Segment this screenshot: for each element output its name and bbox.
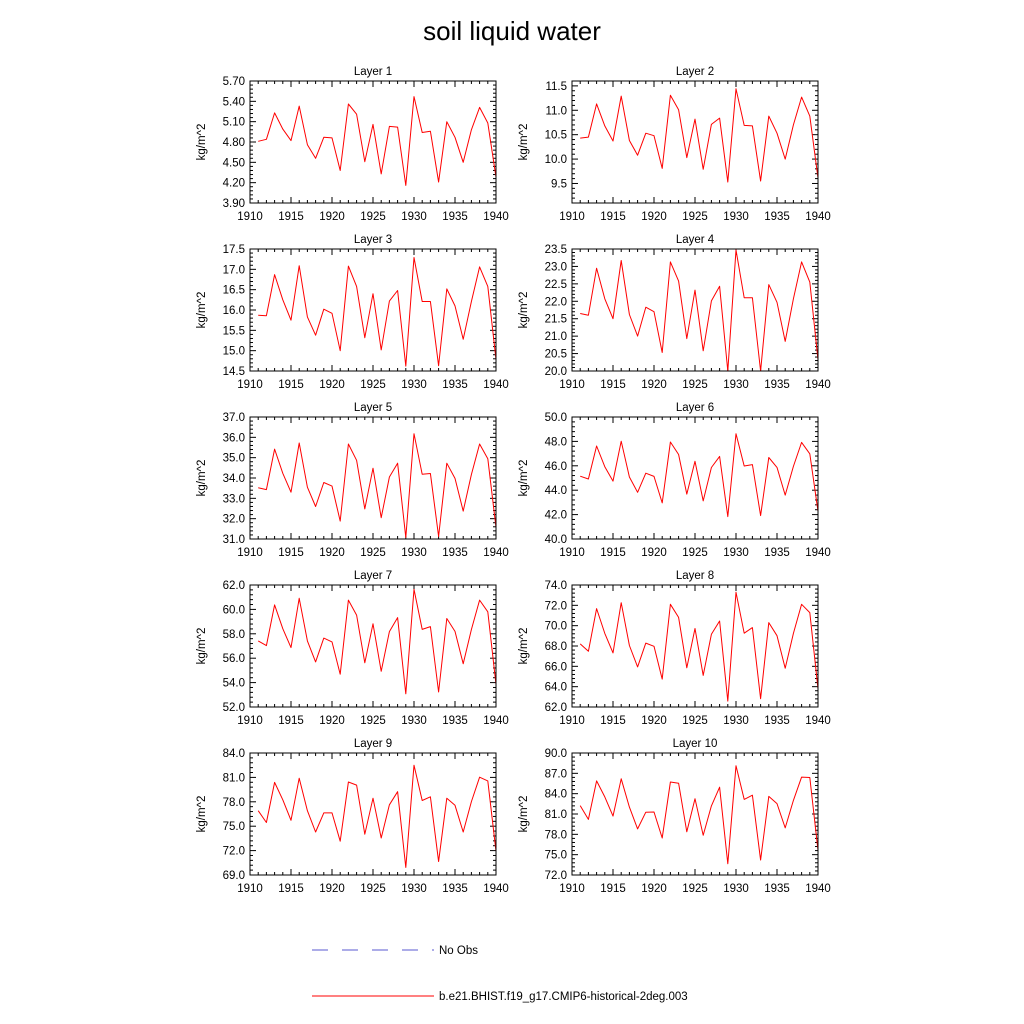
y-tick-label: 44.0: [544, 485, 567, 498]
panel-title: Layer 6: [675, 402, 715, 414]
y-tick-label: 20.0: [544, 366, 567, 378]
panel-title: Layer 7: [353, 570, 393, 582]
x-tick-label: 1925: [360, 715, 386, 727]
y-tick-label: 50.0: [544, 412, 567, 424]
y-tick-label: 74.0: [544, 580, 567, 592]
panel-title: Layer 2: [675, 66, 715, 78]
y-axis-label: kg/m^2: [196, 795, 208, 833]
panel-2: [518, 66, 831, 223]
x-tick-label: 1920: [641, 379, 667, 391]
x-tick-label: 1915: [600, 211, 626, 223]
y-axis-label: kg/m^2: [196, 459, 208, 497]
y-tick-label: 81.0: [544, 809, 567, 821]
x-tick-label: 1935: [764, 883, 790, 895]
y-axis-label: kg/m^2: [518, 459, 530, 497]
legend: [312, 945, 688, 1003]
x-tick-label: 1935: [442, 379, 468, 391]
x-tick-label: 1940: [805, 547, 831, 559]
x-tick-label: 1930: [401, 379, 427, 391]
x-tick-label: 1910: [237, 379, 263, 391]
panel-1: [196, 66, 509, 223]
x-tick-label: 1935: [442, 211, 468, 223]
y-axis-label: kg/m^2: [196, 291, 208, 329]
panel-title: Layer 10: [672, 738, 718, 750]
y-tick-label: 35.0: [222, 452, 245, 465]
y-tick-label: 72.0: [222, 845, 245, 858]
x-tick-label: 1930: [401, 715, 427, 727]
x-tick-label: 1920: [641, 211, 667, 223]
x-tick-label: 1910: [237, 883, 263, 895]
series-line: [580, 250, 818, 371]
x-tick-label: 1910: [559, 715, 585, 727]
y-tick-label: 62.0: [222, 580, 245, 592]
y-tick-label: 21.0: [544, 331, 567, 344]
x-tick-label: 1915: [600, 379, 626, 391]
y-tick-label: 64.0: [544, 681, 567, 694]
panel-10: [518, 738, 831, 895]
x-tick-label: 1935: [442, 547, 468, 559]
y-tick-label: 11.0: [545, 105, 567, 118]
panels-grid: [196, 66, 831, 895]
x-tick-label: 1935: [764, 211, 790, 223]
y-tick-label: 72.0: [544, 600, 567, 613]
y-tick-label: 46.0: [544, 460, 567, 473]
y-tick-label: 66.0: [544, 661, 567, 674]
series-line: [258, 258, 496, 367]
y-tick-label: 52.0: [222, 702, 245, 714]
series-line: [580, 89, 818, 182]
y-axis-label: kg/m^2: [518, 795, 530, 833]
y-tick-label: 5.40: [222, 96, 245, 109]
x-tick-label: 1920: [319, 379, 345, 391]
y-tick-label: 31.0: [222, 534, 245, 546]
y-tick-label: 3.90: [222, 198, 245, 210]
x-tick-label: 1930: [401, 883, 427, 895]
x-tick-label: 1940: [805, 715, 831, 727]
x-tick-label: 1925: [360, 379, 386, 391]
x-tick-label: 1915: [278, 547, 304, 559]
x-tick-label: 1925: [360, 547, 386, 559]
y-tick-label: 84.0: [544, 788, 567, 801]
y-tick-label: 78.0: [222, 796, 245, 809]
y-tick-label: 22.5: [544, 278, 567, 291]
x-tick-label: 1925: [682, 379, 708, 391]
panel-title: Layer 9: [353, 738, 393, 750]
x-tick-label: 1940: [805, 211, 831, 223]
y-tick-label: 10.0: [544, 154, 567, 167]
y-tick-label: 33.0: [222, 493, 245, 506]
x-tick-label: 1925: [682, 715, 708, 727]
panel-title: Layer 3: [353, 234, 393, 246]
series-line: [258, 589, 496, 693]
plot-frame: [572, 585, 818, 707]
y-tick-label: 69.0: [222, 870, 245, 882]
legend-label-no-obs: No Obs: [439, 945, 478, 957]
y-tick-label: 4.80: [222, 137, 245, 149]
panel-9: [196, 738, 509, 895]
y-tick-label: 58.0: [222, 628, 245, 641]
y-tick-label: 10.5: [544, 129, 567, 142]
x-tick-label: 1930: [723, 883, 749, 895]
x-tick-label: 1920: [319, 547, 345, 559]
x-tick-label: 1910: [237, 547, 263, 559]
x-tick-label: 1915: [278, 211, 304, 223]
y-tick-label: 48.0: [544, 436, 567, 449]
y-tick-label: 62.0: [544, 702, 567, 714]
x-tick-label: 1940: [805, 883, 831, 895]
x-tick-label: 1915: [278, 715, 304, 727]
y-tick-label: 23.5: [544, 244, 567, 256]
x-tick-label: 1930: [401, 547, 427, 559]
panel-title: Layer 8: [675, 570, 715, 582]
y-tick-label: 56.0: [222, 653, 245, 666]
x-tick-label: 1935: [764, 715, 790, 727]
legend-label-model: b.e21.BHIST.f19_g17.CMIP6-historical-2deg.003: [439, 991, 688, 1003]
y-tick-label: 21.5: [544, 313, 567, 326]
y-axis-label: kg/m^2: [518, 123, 530, 161]
x-tick-label: 1910: [237, 211, 263, 223]
x-tick-label: 1935: [764, 547, 790, 559]
x-tick-label: 1940: [483, 883, 509, 895]
y-tick-label: 72.0: [544, 870, 567, 882]
panel-6: [518, 402, 831, 559]
y-tick-label: 5.10: [222, 116, 245, 129]
y-tick-label: 32.0: [222, 513, 245, 526]
x-tick-label: 1915: [600, 715, 626, 727]
y-tick-label: 34.0: [222, 473, 245, 485]
plot-frame: [250, 81, 496, 203]
x-tick-label: 1920: [319, 883, 345, 895]
plot-frame: [572, 417, 818, 539]
series-line: [580, 766, 818, 864]
y-tick-label: 70.0: [544, 620, 567, 633]
series-line: [258, 97, 496, 186]
x-tick-label: 1910: [559, 379, 585, 391]
y-tick-label: 81.0: [222, 772, 245, 785]
y-tick-label: 11.5: [545, 80, 567, 93]
series-line: [580, 434, 818, 517]
x-tick-label: 1915: [600, 883, 626, 895]
x-tick-label: 1940: [483, 547, 509, 559]
y-tick-label: 5.70: [222, 76, 245, 88]
y-tick-label: 37.0: [222, 412, 245, 424]
x-tick-label: 1935: [442, 883, 468, 895]
panel-5: [196, 402, 509, 559]
x-tick-label: 1940: [483, 211, 509, 223]
y-tick-label: 36.0: [222, 432, 245, 445]
x-tick-label: 1910: [559, 883, 585, 895]
x-tick-label: 1925: [682, 883, 708, 895]
panel-7: [196, 570, 509, 727]
x-tick-label: 1915: [600, 547, 626, 559]
plot-frame: [572, 81, 818, 203]
x-tick-label: 1935: [764, 379, 790, 391]
x-tick-label: 1915: [278, 379, 304, 391]
y-tick-label: 15.5: [222, 325, 245, 338]
y-tick-label: 90.0: [544, 748, 567, 760]
x-tick-label: 1925: [360, 211, 386, 223]
y-tick-label: 84.0: [222, 748, 245, 760]
series-line: [258, 765, 496, 867]
x-tick-label: 1920: [319, 211, 345, 223]
x-tick-label: 1910: [559, 547, 585, 559]
y-tick-label: 54.0: [222, 677, 245, 690]
x-tick-label: 1920: [319, 715, 345, 727]
panel-title: Layer 4: [675, 234, 715, 246]
x-tick-label: 1930: [401, 211, 427, 223]
x-tick-label: 1925: [682, 547, 708, 559]
chart-title: soil liquid water: [423, 16, 601, 46]
y-tick-label: 23.0: [544, 261, 567, 274]
x-tick-label: 1930: [723, 211, 749, 223]
panel-3: [196, 234, 509, 391]
x-tick-label: 1920: [641, 883, 667, 895]
x-tick-label: 1940: [483, 715, 509, 727]
x-tick-label: 1910: [237, 715, 263, 727]
x-tick-label: 1930: [723, 379, 749, 391]
series-line: [580, 592, 818, 701]
panel-title: Layer 1: [353, 66, 393, 78]
x-tick-label: 1920: [641, 547, 667, 559]
panel-8: [518, 570, 831, 727]
y-tick-label: 78.0: [544, 829, 567, 842]
x-tick-label: 1930: [723, 547, 749, 559]
x-tick-label: 1925: [682, 211, 708, 223]
y-tick-label: 14.5: [222, 366, 245, 378]
y-tick-label: 42.0: [544, 509, 567, 522]
plot-frame: [250, 417, 496, 539]
y-axis-label: kg/m^2: [518, 291, 530, 329]
y-tick-label: 75.0: [222, 821, 245, 834]
y-tick-label: 68.0: [544, 641, 567, 653]
y-tick-label: 17.5: [222, 244, 245, 256]
x-tick-label: 1940: [805, 379, 831, 391]
panel-title: Layer 5: [353, 402, 393, 414]
y-tick-label: 15.0: [222, 345, 245, 358]
x-tick-label: 1940: [483, 379, 509, 391]
y-tick-label: 22.0: [544, 296, 567, 309]
y-axis-label: kg/m^2: [196, 627, 208, 665]
y-tick-label: 20.5: [544, 348, 567, 361]
y-tick-label: 87.0: [544, 768, 567, 781]
y-tick-label: 17.0: [222, 264, 245, 277]
x-tick-label: 1915: [278, 883, 304, 895]
y-tick-label: 16.0: [222, 305, 245, 317]
y-tick-label: 75.0: [544, 849, 567, 862]
x-tick-label: 1935: [442, 715, 468, 727]
x-tick-label: 1910: [559, 211, 585, 223]
y-axis-label: kg/m^2: [196, 123, 208, 161]
x-tick-label: 1925: [360, 883, 386, 895]
y-axis-label: kg/m^2: [518, 627, 530, 665]
y-tick-label: 4.50: [222, 157, 245, 170]
panel-4: [518, 234, 831, 391]
x-tick-label: 1930: [723, 715, 749, 727]
x-tick-label: 1920: [641, 715, 667, 727]
y-tick-label: 9.5: [551, 178, 567, 191]
y-tick-label: 16.5: [222, 284, 245, 297]
y-tick-label: 4.20: [222, 177, 245, 190]
series-line: [258, 434, 496, 538]
y-tick-label: 60.0: [222, 604, 245, 617]
plot-frame: [572, 753, 818, 875]
y-tick-label: 40.0: [544, 534, 567, 546]
plot-frame: [250, 753, 496, 875]
